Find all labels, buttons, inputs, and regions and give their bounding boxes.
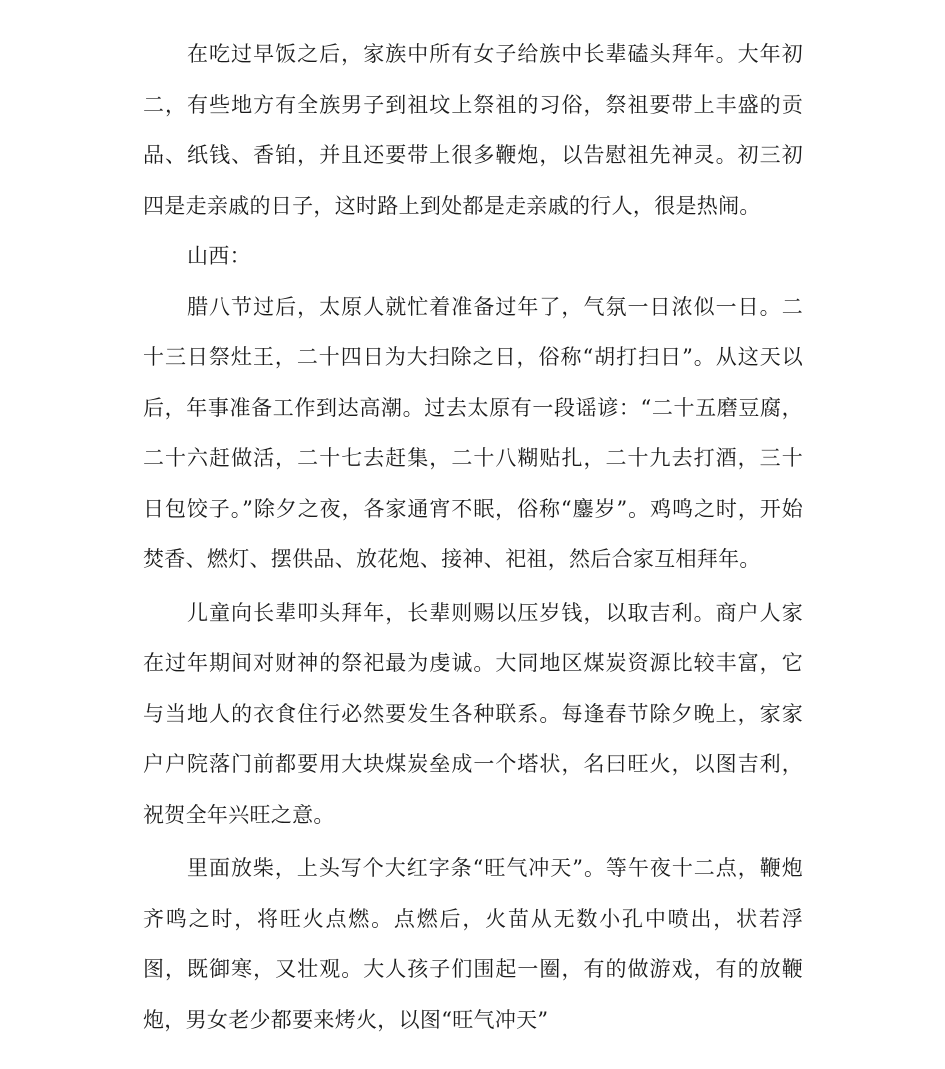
paragraph-shanxi-heading: 山西： bbox=[187, 244, 251, 268]
paragraph-new-year-visits: 在吃过早饭之后，家族中所有女子给族中长辈磕头拜年。大年初二，有些地方有全族男子到祖坟上祭祖的习俗，祭祖要带上丰盛的贡品、纸钱、香铂，并且还要带上很多鞭炮，以告慰祖先神灵。初三初四是走亲戚的日子，这时路上到处都是走亲戚的行人，很是热闹。 bbox=[143, 42, 803, 218]
document-body bbox=[143, 29, 803, 1045]
paragraph-taiyuan-customs: 腊八节过后，太原人就忙着准备过年了，气氛一日浓似一日。二十三日祭灶王，二十四日为大扫除之日，俗称“胡打扫日”。从这天以后，年事准备工作到达高潮。过去太原有一段谣谚：“二十五磨豆腐，二十六赶做活，二十七去赶集，二十八糊贴扎，二十九去打酒，三十日包饺子。”除夕之夜，各家通宵不眠，俗称“鏖岁”。鸡鸣之时，开始焚香、燃灯、摆供品、放花炮、接神、祀祖，然后合家互相拜年。 bbox=[143, 294, 803, 571]
paragraph-wangqi-chongtian: 里面放柴，上头写个大红字条“旺气冲天”。等午夜十二点，鞭炮齐鸣之时，将旺火点燃。点燃后，火苗从无数小孔中喷出，状若浮图，既御寒，又壮观。大人孩子们围起一圈，有的做游戏，有的放鞭炮，男女老少都要来烤火，以图“旺气冲天” bbox=[143, 856, 803, 1032]
paragraph-datong-wanghuo: 儿童向长辈叩头拜年，长辈则赐以压岁钱，以取吉利。商户人家在过年期间对财神的祭祀最为虔诚。大同地区煤炭资源比较丰富，它与当地人的衣食住行必然要发生各种联系。每逢春节除夕晚上，家家户户院落门前都要用大块煤炭垒成一个塔状，名曰旺火，以图吉利，祝贺全年兴旺之意。 bbox=[143, 600, 803, 827]
